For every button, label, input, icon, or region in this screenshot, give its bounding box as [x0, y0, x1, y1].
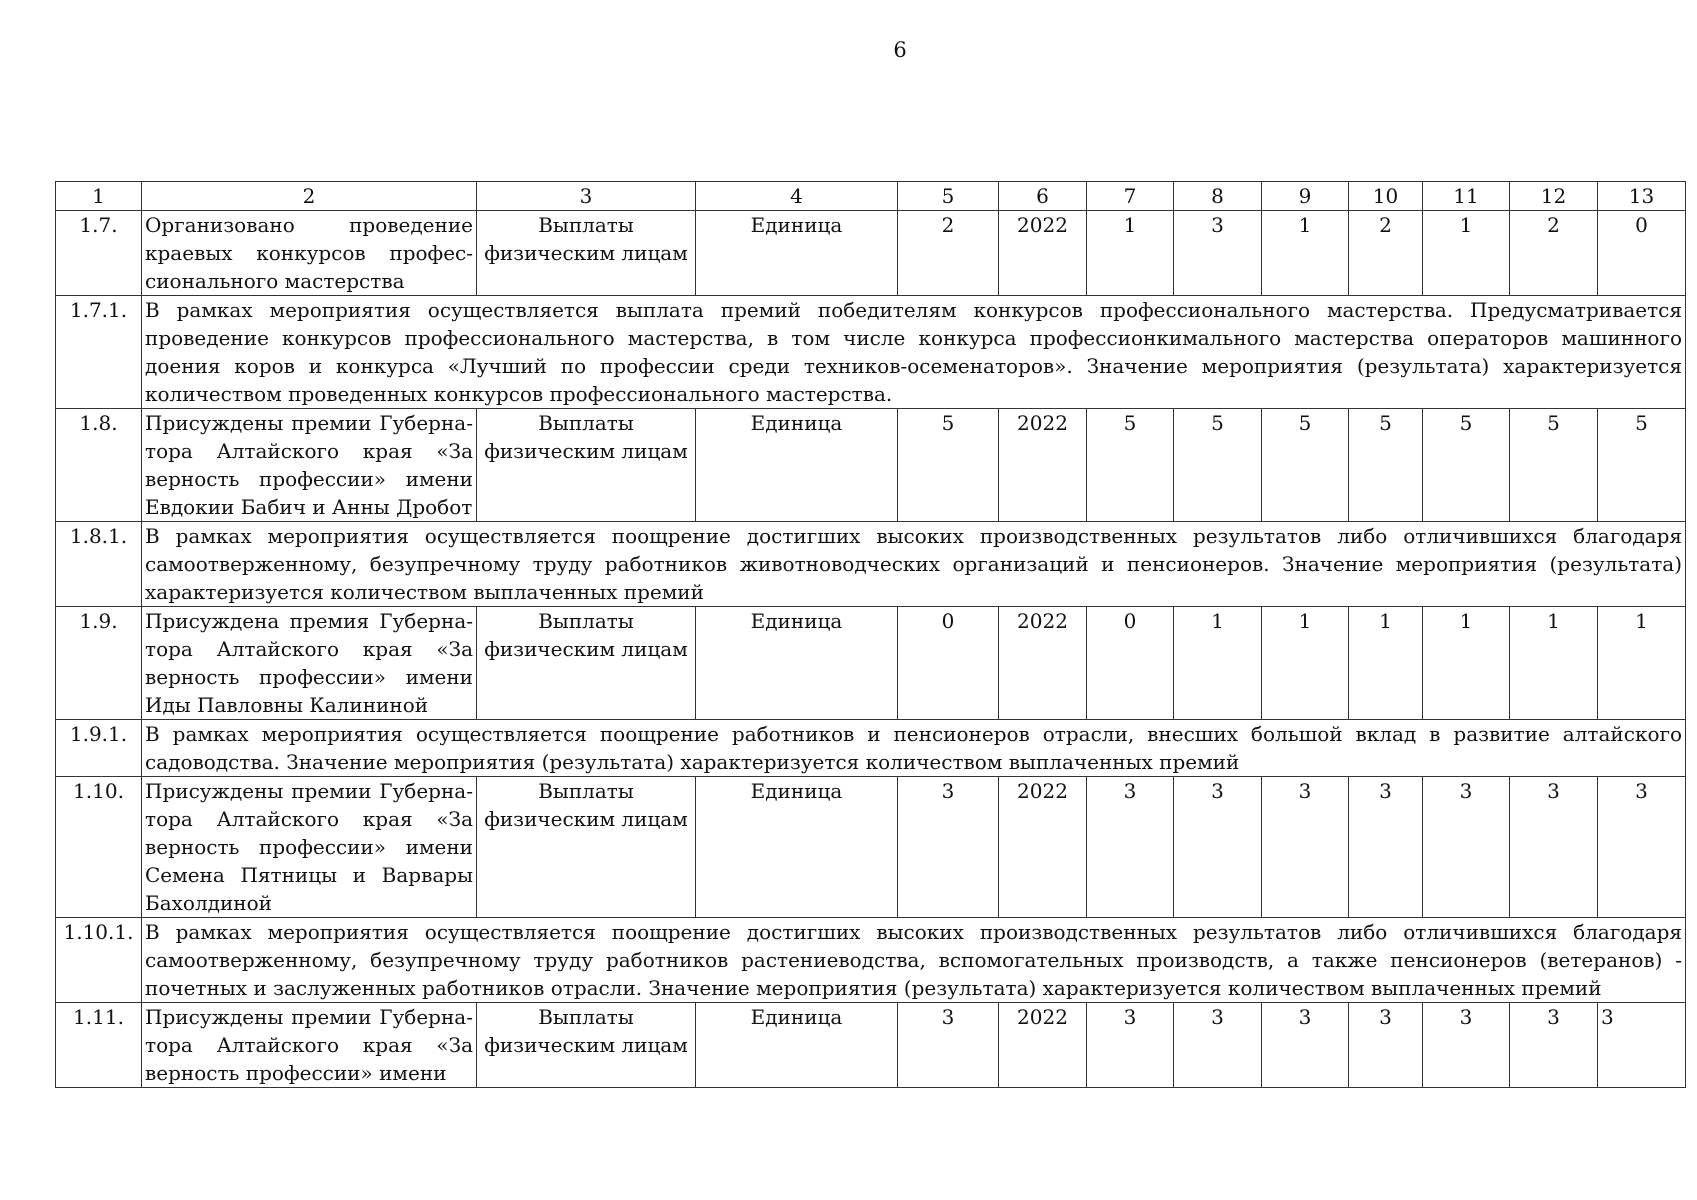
indicator-row: [56, 607, 1686, 720]
value-cell: 1: [1423, 211, 1510, 296]
value-cell: 0: [898, 607, 999, 720]
value-cell: 5: [1510, 409, 1598, 522]
header-cell: 13: [1598, 182, 1686, 211]
value-cell: 3: [1087, 1003, 1174, 1088]
value-cell: 2022: [999, 211, 1087, 296]
value-cell: 1: [1087, 211, 1174, 296]
value-cell: 0: [1087, 607, 1174, 720]
value-cell: 2: [1349, 211, 1423, 296]
indicators-table: [55, 181, 1686, 1088]
value-cell: 2022: [999, 777, 1087, 918]
header-cell: 12: [1510, 182, 1598, 211]
value-cell: 3: [898, 1003, 999, 1088]
payment-type: Выплаты физическим лицам: [477, 607, 696, 720]
row-number: 1.8.1.: [56, 522, 142, 607]
value-cell: 3: [1262, 777, 1349, 918]
payment-type: Выплаты физическим лицам: [477, 777, 696, 918]
value-cell: 3: [1174, 777, 1262, 918]
header-cell: 6: [999, 182, 1087, 211]
indicator-name: Присуждены премии Губерна-тора Алтайского края «За верность профессии» имени Семена Пятницы и Варвары Бахолдиной: [142, 777, 477, 918]
header-cell: 10: [1349, 182, 1423, 211]
value-cell: 5: [1598, 409, 1686, 522]
indicator-row: [56, 409, 1686, 522]
header-cell: 3: [477, 182, 696, 211]
indicator-name: Присуждены премии Губерна-тора Алтайского края «За верность профессии» имени: [142, 1003, 477, 1088]
row-number: 1.10.: [56, 777, 142, 918]
value-cell: 2: [1510, 211, 1598, 296]
value-cell: 5: [1174, 409, 1262, 522]
value-cell: 2022: [999, 607, 1087, 720]
value-cell: 3: [898, 777, 999, 918]
value-cell: 5: [1349, 409, 1423, 522]
value-cell: 3: [1423, 777, 1510, 918]
row-number: 1.7.: [56, 211, 142, 296]
unit: Единица: [696, 777, 898, 918]
value-cell: 1: [1262, 211, 1349, 296]
value-cell: 5: [1262, 409, 1349, 522]
indicator-name: Организовано проведение краевых конкурсов профес-сионального мастерства: [142, 211, 477, 296]
unit: Единица: [696, 607, 898, 720]
unit: Единица: [696, 1003, 898, 1088]
payment-type: Выплаты физическим лицам: [477, 409, 696, 522]
value-cell: 3: [1510, 777, 1598, 918]
value-cell: 3: [1598, 1003, 1686, 1088]
value-cell: 3: [1087, 777, 1174, 918]
value-cell: 2022: [999, 1003, 1087, 1088]
payment-type: Выплаты физическим лицам: [477, 211, 696, 296]
indicator-row: [56, 777, 1686, 918]
description-row: [56, 918, 1686, 1003]
value-cell: 5: [1423, 409, 1510, 522]
value-cell: 1: [1510, 607, 1598, 720]
value-cell: 3: [1598, 777, 1686, 918]
row-number: 1.9.1.: [56, 720, 142, 777]
value-cell: 1: [1349, 607, 1423, 720]
row-number: 1.9.: [56, 607, 142, 720]
unit: Единица: [696, 211, 898, 296]
row-number: 1.10.1.: [56, 918, 142, 1003]
value-cell: 3: [1174, 1003, 1262, 1088]
description-text: В рамках мероприятия осуществляется выплата премий победителям конкурсов профессионального мастерства. Предусматривается проведение конкурсов профессионального мастерства, в том числе конкурса профессионкимального мастерства операторов машинного доения коров и конкурса «Лучший по профессии среди техников-осеменаторов». Значение мероприятия (результата) характеризуется количеством проведенных конкурсов профессионального мастерства.: [142, 296, 1686, 409]
value-cell: 3: [1423, 1003, 1510, 1088]
value-cell: 2: [898, 211, 999, 296]
value-cell: 3: [1262, 1003, 1349, 1088]
description-text: В рамках мероприятия осуществляется поощрение достигших высоких производственных результатов либо отличившихся благодаря самоотверженному, безупречному труду работников животноводческих организаций и пенсионеров. Значение мероприятия (результата) характеризуется количеством выплаченных премий: [142, 522, 1686, 607]
value-cell: 2022: [999, 409, 1087, 522]
header-cell: 5: [898, 182, 999, 211]
description-text: В рамках мероприятия осуществляется поощрение работников и пенсионеров отрасли, внесших большой вклад в развитие алтайского садоводства. Значение мероприятия (результата) характеризуется количеством выплаченных премий: [142, 720, 1686, 777]
row-number: 1.8.: [56, 409, 142, 522]
value-cell: 5: [898, 409, 999, 522]
header-cell: 1: [56, 182, 142, 211]
header-cell: 11: [1423, 182, 1510, 211]
value-cell: 5: [1087, 409, 1174, 522]
header-cell: 8: [1174, 182, 1262, 211]
unit: Единица: [696, 409, 898, 522]
description-text: В рамках мероприятия осуществляется поощрение достигших высоких производственных результатов либо отличившихся благодаря самоотверженному, безупречному труду работников растениеводства, вспомогательных производств, а также пенсионеров (ветеранов) - почетных и заслуженных работников отрасли. Значение мероприятия (результата) характеризуется количеством выплаченных премий: [142, 918, 1686, 1003]
page-number: 6: [893, 38, 907, 62]
value-cell: 1: [1262, 607, 1349, 720]
value-cell: 3: [1510, 1003, 1598, 1088]
indicator-row: [56, 211, 1686, 296]
indicator-name: Присуждена премия Губерна-тора Алтайского края «За верность профессии» имени Иды Павловны Калининой: [142, 607, 477, 720]
header-cell: 9: [1262, 182, 1349, 211]
indicator-name: Присуждены премии Губерна-тора Алтайского края «За верность профессии» имени Евдокии Бабич и Анны Дробот: [142, 409, 477, 522]
header-cell: 2: [142, 182, 477, 211]
value-cell: 1: [1598, 607, 1686, 720]
header-cell: 7: [1087, 182, 1174, 211]
payment-type: Выплаты физическим лицам: [477, 1003, 696, 1088]
description-row: [56, 720, 1686, 777]
header-cell: 4: [696, 182, 898, 211]
row-number: 1.7.1.: [56, 296, 142, 409]
value-cell: 0: [1598, 211, 1686, 296]
value-cell: 3: [1349, 1003, 1423, 1088]
indicator-row: [56, 1003, 1686, 1088]
value-cell: 1: [1423, 607, 1510, 720]
description-row: [56, 296, 1686, 409]
description-row: [56, 522, 1686, 607]
value-cell: 3: [1349, 777, 1423, 918]
row-number: 1.11.: [56, 1003, 142, 1088]
value-cell: 1: [1174, 607, 1262, 720]
column-number-header-row: [56, 182, 1686, 211]
value-cell: 3: [1174, 211, 1262, 296]
